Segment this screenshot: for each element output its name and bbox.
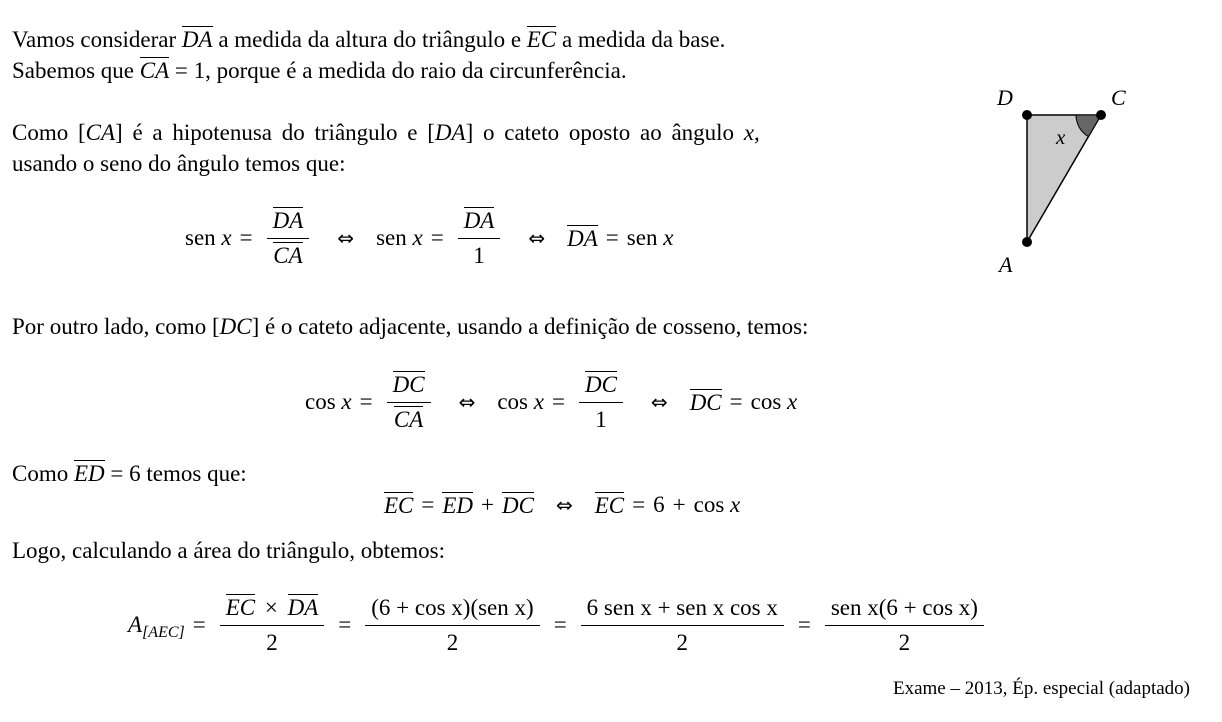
text: a medida da altura do triângulo e — [218, 27, 522, 52]
text: Sabemos que — [12, 58, 135, 83]
segment-ec: EC — [225, 594, 256, 620]
segment-dc: DC — [584, 371, 617, 397]
cos: cos — [497, 389, 529, 414]
var-x: x — [221, 225, 232, 250]
text: Vamos considerar — [12, 27, 177, 52]
label-d: D — [997, 85, 1013, 110]
sine-line-2: usando o seno do ângulo temos que: — [12, 151, 346, 176]
var-x: x — [412, 225, 423, 250]
point-d — [1022, 110, 1032, 120]
equals: = — [239, 225, 253, 250]
var-x: x — [341, 389, 352, 414]
text: Por outro lado, como [ — [12, 314, 220, 339]
text: ] é o cateto adjacente, usando a definição de cosseno, temos: — [251, 314, 809, 339]
cos-equation — [305, 369, 797, 435]
fraction-da-1 — [458, 207, 501, 270]
segment-ec: EC — [384, 493, 414, 518]
equals: = — [192, 612, 206, 637]
intro-line-1 — [12, 25, 725, 55]
var-x: x — [533, 389, 544, 414]
numerator: 6 sen x + sen x cos x — [586, 594, 778, 620]
area-symbol: A — [128, 612, 143, 637]
iff: ⇔ — [555, 493, 573, 517]
text: , — [754, 120, 760, 145]
segment-da: DA — [434, 120, 466, 145]
one: 1 — [579, 402, 623, 434]
numerator: sen x(6 + cos x) — [830, 594, 978, 620]
segment-dc: DC — [502, 493, 534, 518]
label-a: A — [999, 252, 1013, 277]
sine-line-1 — [12, 118, 760, 148]
equals: = — [553, 612, 567, 637]
iff: ⇔ — [458, 390, 476, 414]
var-x: x — [663, 225, 674, 250]
text: = 6 temos que: — [110, 461, 247, 486]
equals: = — [551, 389, 565, 414]
segment-ca: CA — [273, 242, 303, 268]
equals: = — [430, 225, 444, 250]
intro-line-2 — [12, 56, 627, 86]
ec-equation — [384, 490, 740, 520]
text: ] é a hipotenusa do triângulo e [ — [115, 120, 435, 145]
segment-ca: CA — [85, 120, 116, 145]
fraction-ec-da — [220, 594, 325, 657]
sen: sen — [626, 225, 658, 250]
equals: = — [729, 389, 743, 414]
cos-line — [12, 312, 808, 342]
two: 2 — [365, 625, 539, 657]
iff: ⇔ — [337, 226, 355, 250]
cos: cos — [305, 389, 336, 414]
sen: sen — [185, 225, 216, 250]
var-x: x — [743, 120, 755, 145]
fraction-dc-ca — [387, 371, 431, 434]
segment-ec: EC — [594, 493, 625, 518]
text: = 1, porque é a medida do raio da circunferência. — [174, 58, 627, 83]
cos: cos — [750, 389, 782, 414]
text: Como [ — [12, 120, 86, 145]
segment-da: DA — [272, 207, 304, 233]
fraction-dc-1 — [579, 371, 623, 434]
segment-ed: ED — [442, 493, 474, 518]
plus: + — [481, 492, 495, 517]
two: 2 — [581, 625, 784, 657]
text: Como — [12, 461, 69, 486]
area-equation — [128, 592, 990, 658]
ed-line — [12, 459, 247, 489]
triangle-figure — [985, 82, 1145, 282]
segment-da: DA — [181, 27, 213, 52]
equals: = — [359, 389, 373, 414]
numerator: (6 + cos x)(sen x) — [371, 594, 534, 620]
two: 2 — [825, 625, 984, 657]
segment-dc: DC — [689, 390, 722, 415]
iff: ⇔ — [528, 226, 546, 250]
fraction-term-2 — [365, 594, 539, 657]
plus: + — [672, 492, 686, 517]
iff: ⇔ — [650, 390, 668, 414]
one: 1 — [458, 238, 501, 270]
segment-da: DA — [567, 226, 598, 251]
var-x: x — [730, 492, 741, 517]
segment-dc: DC — [392, 371, 425, 397]
sen: sen — [376, 225, 407, 250]
six: 6 — [653, 492, 665, 517]
sine-equation — [185, 205, 673, 271]
segment-dc: DC — [219, 314, 252, 339]
segment-ec: EC — [526, 27, 557, 52]
times: × — [264, 594, 278, 620]
equals: = — [421, 492, 435, 517]
var-x: x — [787, 389, 798, 414]
fraction-term-3 — [581, 594, 784, 657]
two: 2 — [220, 625, 325, 657]
fraction-term-4 — [825, 594, 984, 657]
equals: = — [338, 612, 352, 637]
segment-ca: CA — [139, 58, 170, 83]
text: a medida da base. — [561, 27, 726, 52]
segment-da: DA — [463, 207, 495, 233]
area-subscript: [AEC] — [142, 624, 185, 641]
label-x: x — [1056, 125, 1066, 149]
equals: = — [797, 612, 811, 637]
label-c: C — [1111, 85, 1126, 110]
equals: = — [605, 225, 619, 250]
segment-ed: ED — [73, 461, 105, 486]
area-line: Logo, calculando a área do triângulo, obtemos: — [12, 538, 446, 563]
text: ] o cateto oposto ao ângulo — [465, 120, 735, 145]
segment-da: DA — [287, 594, 319, 620]
cos: cos — [693, 492, 725, 517]
source-citation: Exame – 2013, Ép. especial (adaptado) — [892, 678, 1190, 699]
segment-ca: CA — [393, 406, 424, 432]
equals: = — [632, 492, 646, 517]
fraction-da-ca — [267, 207, 310, 270]
point-c — [1096, 110, 1106, 120]
point-a — [1022, 237, 1032, 247]
